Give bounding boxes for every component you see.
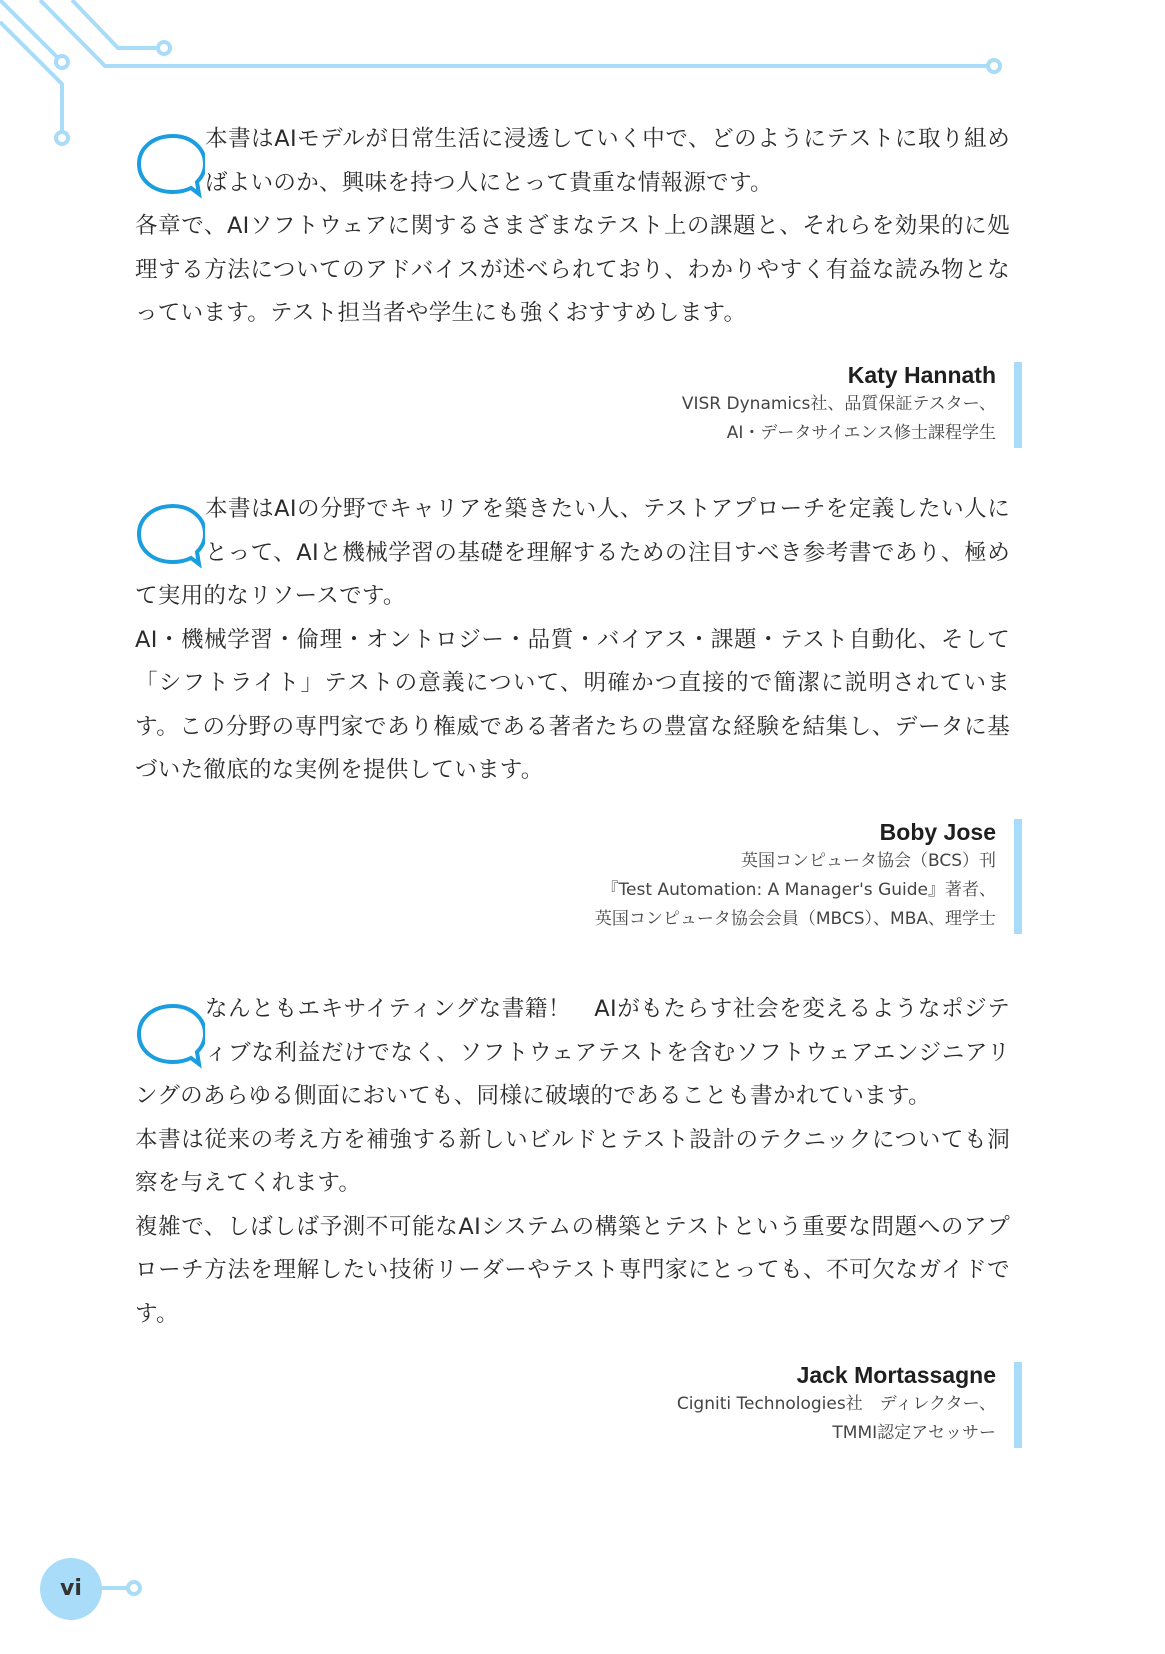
review-1 [135, 118, 1010, 448]
reviewer-role: VISR Dynamics社、品質保証テスター、 [681, 393, 996, 414]
review-3-text [135, 988, 1010, 1336]
reviewer-role: 『Test Automation: A Manager's Guide』著者、 [601, 879, 996, 900]
review-paragraph: 本書は従来の考え方を補強する新しいビルドとテスト設計のテクニックについても洞察を与えてくれます。 [135, 1126, 1010, 1196]
reviewer-name: Boby Jose [879, 818, 996, 845]
reviewer-role: Cigniti Technologies社 ディレクター、 [676, 1394, 996, 1414]
review-paragraph: 本書はAIモデルが日常生活に浸透していく中で、どのようにテストに取り組めばよいのか、興味を持つ人にとって貴重な情報源です。 [205, 126, 1010, 196]
speech-bubble-icon [135, 498, 205, 570]
reviewer-role: AI・データサイエンス修士課程学生 [726, 422, 996, 443]
speech-bubble-icon [135, 998, 205, 1070]
review-paragraph: 複雑で、しばしば予測不可能なAIシステムの構築とテストという重要な問題へのアプローチ方法を理解したい技術リーダーやテスト専門家にとっても、不可欠なガイドです。 [135, 1213, 1010, 1327]
page-number: vi [40, 1558, 102, 1620]
reviewer-role: 英国コンピュータ協会（BCS）刊 [740, 850, 996, 871]
review-1-attribution [456, 360, 1010, 448]
reviewer-name: Katy Hannath [847, 361, 996, 388]
review-2-text [135, 488, 1010, 793]
review-paragraph: AI・機械学習・倫理・オントロジー・品質・バイアス・課題・テスト自動化、そして「シフトライト」テストの意義について、明確かつ直接的で簡潔に説明されています。この分野の専門家であり権威である著者たちの豊富な経験を結集し、データに基づいた徹底的な実例を提供しています。 [135, 626, 1010, 783]
reviewer-role: 英国コンピュータ協会会員（MBCS）、MBA、理学士 [594, 908, 996, 929]
review-2-attribution [456, 817, 1010, 934]
speech-bubble-icon [135, 128, 205, 200]
reviewer-name: Jack Mortassagne [796, 1362, 996, 1388]
review-paragraph: 各章で、AIソフトウェアに関するさまざまなテスト上の課題と、それらを効果的に処理する方法についてのアドバイスが述べられており、わかりやすく有益な読み物となっています。テスト担当者や学生にも強くおすすめします。 [135, 213, 1010, 326]
reviewer-role: TMMI認定アセッサー [832, 1423, 996, 1443]
review-paragraph: 本書はAIの分野でキャリアを築きたい人、テストアプローチを定義したい人にとって、AIと機械学習の基礎を理解するための注目すべき参考書であり、極めて実用的なリソースです。 [135, 496, 1010, 609]
review-3 [135, 988, 1010, 1448]
review-1-text [135, 118, 1010, 336]
review-2 [135, 488, 1010, 934]
review-paragraph: なんともエキサイティングな書籍！ AIがもたらす社会を変えるようなポジティブな利益だけでなく、ソフトウェアテストを含むソフトウェアエンジニアリングのあらゆる側面においても、同様に破壊的であることも書かれています。 [135, 996, 1010, 1109]
review-3-attribution [456, 1360, 1010, 1448]
